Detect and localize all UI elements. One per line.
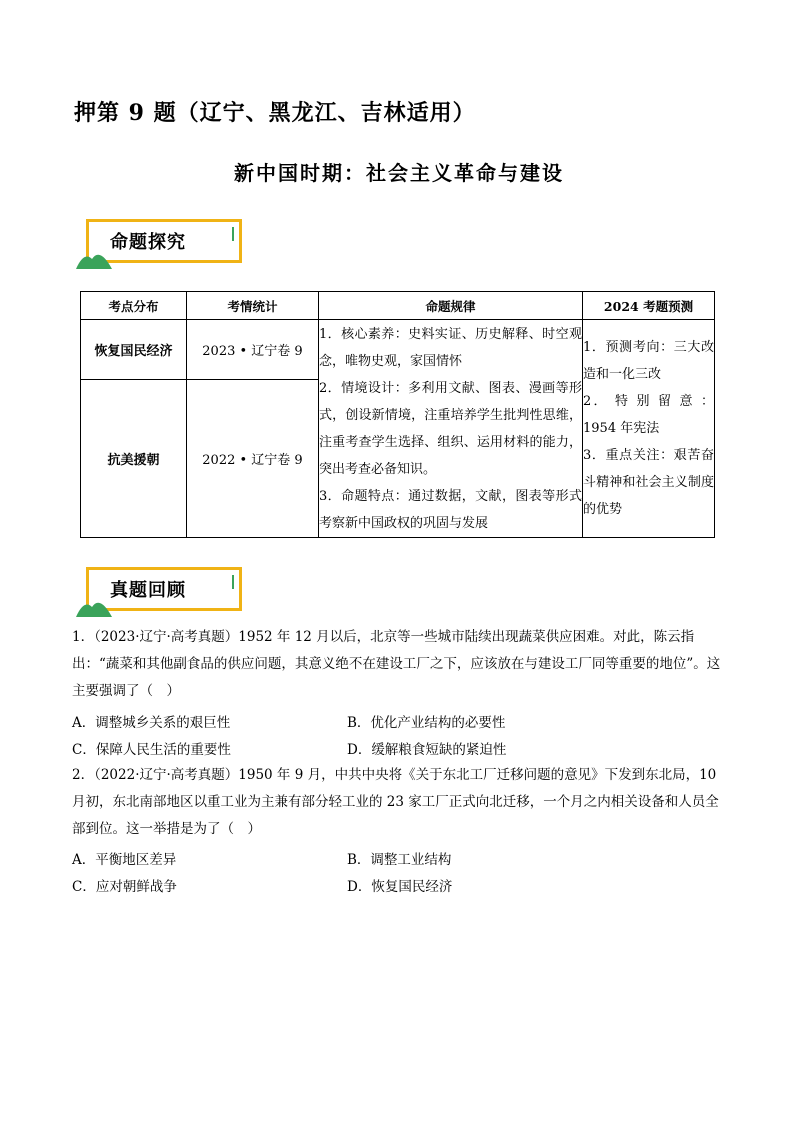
section-title-review: 真题回顾 [110, 580, 186, 601]
topic-cell: 恢复国民经济 [81, 320, 187, 380]
header-topic: 考点分布 [81, 292, 187, 320]
prediction-item: 1．预测考向：三大改造和一化三改 [583, 340, 714, 382]
question-2-option-b: B．调整工业结构 [347, 852, 452, 868]
question-2-option-c: C．应对朝鲜战争 [72, 879, 177, 895]
section-title-explore: 命题探究 [110, 232, 186, 253]
question-2-option-d: D．恢复国民经济 [347, 879, 453, 895]
stat-cell: 2022 • 辽宁卷 9 [187, 380, 319, 538]
table-header-row [81, 292, 715, 320]
badge-tick [232, 575, 234, 589]
question-2-stem: 2．（2022·辽宁·高考真题）1950 年 9 月，中共中央将《关于东北工厂迁移问题的意见》下发到东北局，10 月初，东北南部地区以重工业为主兼有部分轻工业的 23 家工厂正式向北迁移，一个月之内相关设备和人员全部到位。这一举措是为了（ ） [72, 767, 719, 837]
question-2-option-a: A．平衡地区差异 [72, 852, 177, 868]
header-prediction: 2024 考题预测 [583, 292, 715, 320]
question-1-option-c: C．保障人民生活的重要性 [72, 742, 231, 758]
rule-item: 2．情境设计：多利用文献、图表、漫画等形式，创设新情境，注重培养学生批判性思维，注重考查学生选择、组织、运用材料的能力，突出考查必备知识。 [319, 380, 582, 477]
question-1-stem: 1．（2023·辽宁·高考真题）1952 年 12 月以后，北京等一些城市陆续出现蔬菜供应困难。对此，陈云指出：“蔬菜和其他副食品的供应问题，其意义绝不在建设工厂之下，应该放在与建设工厂同等重要的地位”。这主要强调了（ ） [72, 629, 721, 699]
page-subtitle: 新中国时期：社会主义革命与建设 [234, 161, 564, 185]
header-stat: 考情统计 [187, 292, 319, 320]
header-rule: 命题规律 [319, 292, 583, 320]
section-badge-review [76, 567, 248, 619]
prediction-cell [583, 320, 715, 538]
stat-cell: 2023 • 辽宁卷 9 [187, 320, 319, 380]
rule-item: 3．命题特点：通过数据，文献，图表等形式考察新中国政权的巩固与发展 [319, 488, 582, 531]
rules-cell [319, 320, 583, 538]
exam-stats-table [80, 291, 715, 538]
question-1-option-a: A．调整城乡关系的艰巨性 [72, 715, 231, 731]
prediction-item: 3．重点关注：艰苦奋斗精神和社会主义制度的优势 [583, 448, 714, 517]
table-row [81, 320, 715, 380]
section-badge-explore [76, 219, 248, 271]
question-1-option-b: B．优化产业结构的必要性 [347, 715, 506, 731]
badge-tick [232, 227, 234, 241]
rule-item: 1．核心素养：史料实证、历史解释、时空观念，唯物史观，家国情怀 [319, 326, 582, 369]
question-1-option-d: D．缓解粮食短缺的紧迫性 [347, 742, 507, 758]
page-title: 押第 9 题（辽宁、黑龙江、吉林适用） [74, 100, 476, 126]
topic-cell: 抗美援朝 [81, 380, 187, 538]
prediction-item: 2． 特 别 留 意 ： 1954 年宪法 [583, 394, 714, 436]
